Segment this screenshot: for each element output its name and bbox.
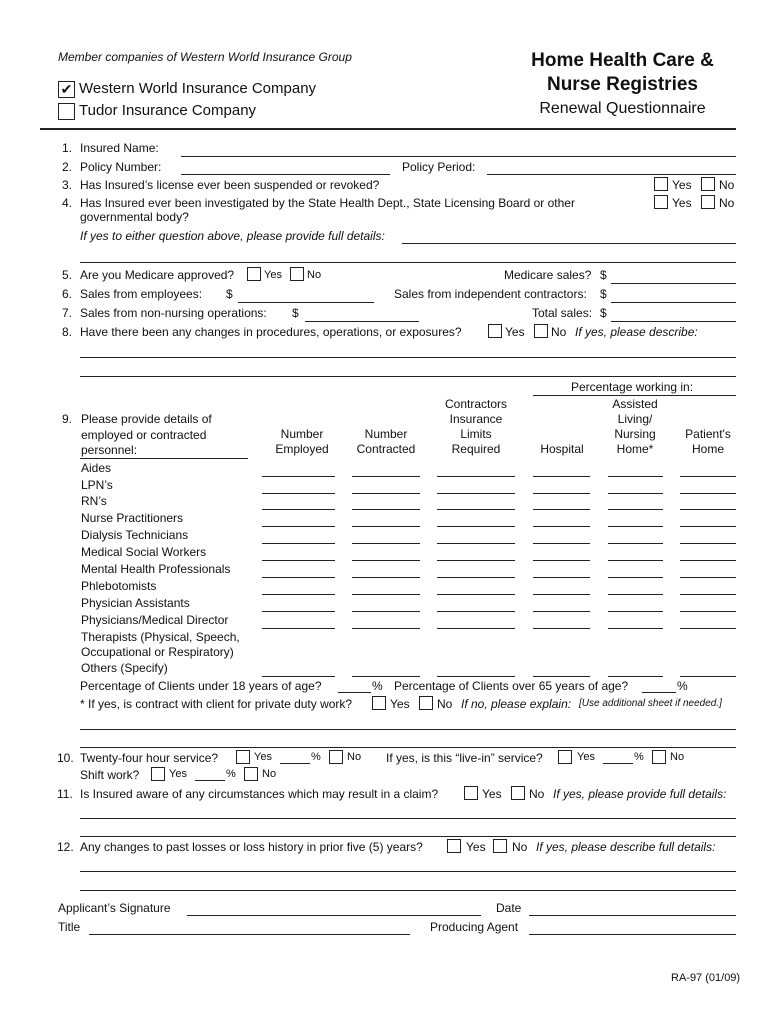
q9-label-2: employed or contracted [81, 428, 207, 442]
q7-number: 7. [62, 306, 73, 320]
q3-yes-label: Yes [672, 178, 692, 192]
personnel-assisted-living-field[interactable] [608, 577, 663, 578]
personnel-insurance-limits-field[interactable] [437, 476, 515, 477]
personnel-hospital-field[interactable] [533, 676, 590, 677]
personnel-assisted-living-field[interactable] [608, 509, 663, 510]
personnel-insurance-limits-field[interactable] [437, 560, 515, 561]
col-header-insurance-limits: Contractors Insurance Limits Required [444, 397, 508, 456]
q9-label-3: personnel: [81, 443, 138, 457]
personnel-row-label: Nurse Practitioners [81, 511, 184, 525]
personnel-contracted-field[interactable] [352, 509, 420, 510]
title-field[interactable] [89, 934, 410, 935]
producing-agent-label: Producing Agent [430, 920, 519, 934]
applicant-signature-field[interactable] [187, 915, 481, 916]
q34-details-field[interactable] [402, 243, 736, 244]
q12-details-field-1[interactable] [80, 871, 736, 872]
policy-period-label: Policy Period: [402, 160, 476, 174]
personnel-patients-home-field[interactable] [680, 577, 736, 578]
personnel-row-label: RN’s [81, 494, 107, 508]
personnel-hospital-field[interactable] [533, 560, 590, 561]
personnel-hospital-field[interactable] [533, 611, 590, 612]
q3-label: Has Insured’s license ever been suspended or revoked? [80, 178, 380, 192]
shift-work-yes-checkbox[interactable] [151, 767, 165, 781]
q8-label: Have there been any changes in procedures, operations, or exposures? [80, 325, 462, 339]
shift-work-percent-field[interactable] [195, 780, 225, 781]
q5-no-checkbox[interactable] [290, 267, 304, 281]
western-world-checkbox[interactable] [58, 81, 75, 98]
q9-label-underline [80, 458, 248, 459]
col-header-contracted: Number Contracted [356, 427, 416, 456]
clients-under-18-pct: % [372, 679, 383, 693]
personnel-assisted-living-field[interactable] [608, 628, 663, 629]
personnel-patients-home-field[interactable] [680, 560, 736, 561]
personnel-insurance-limits-field[interactable] [437, 543, 515, 544]
live-in-yes-label: Yes [577, 751, 595, 763]
independent-sales-label: Sales from independent contractors: [394, 287, 587, 301]
personnel-employed-field[interactable] [262, 509, 335, 510]
personnel-patients-home-field[interactable] [680, 493, 736, 494]
personnel-row-label: LPN’s [81, 478, 113, 492]
q11-yes-checkbox[interactable] [464, 786, 478, 800]
personnel-row-label: Occupational or Respiratory) [81, 645, 234, 659]
company1-label: Western World Insurance Company [79, 80, 317, 97]
q4-yes-checkbox[interactable] [654, 195, 668, 209]
q11-label: Is Insured aware of any circumstances which may result in a claim? [80, 787, 439, 801]
personnel-contracted-field[interactable] [352, 543, 420, 544]
private-duty-question: * If yes, is contract with client for private duty work? [80, 697, 353, 711]
personnel-employed-field[interactable] [262, 577, 335, 578]
personnel-hospital-field[interactable] [533, 594, 590, 595]
q10-no-checkbox[interactable] [329, 750, 343, 764]
q6-number: 6. [62, 287, 73, 301]
personnel-contracted-field[interactable] [352, 676, 420, 677]
personnel-hospital-field[interactable] [533, 493, 590, 494]
q4-label-line2: governmental body? [80, 210, 189, 224]
personnel-employed-field[interactable] [262, 560, 335, 561]
q3-yes-checkbox[interactable] [654, 177, 668, 191]
percentage-working-header: Percentage working in: [571, 380, 694, 394]
non-nursing-sales-field[interactable] [305, 321, 419, 322]
personnel-patients-home-field[interactable] [680, 594, 736, 595]
personnel-assisted-living-field[interactable] [608, 493, 663, 494]
q4-number: 4. [62, 196, 73, 210]
personnel-employed-field[interactable] [262, 611, 335, 612]
personnel-hospital-field[interactable] [533, 509, 590, 510]
q11-yes-label: Yes [482, 787, 502, 801]
live-in-no-checkbox[interactable] [652, 750, 666, 764]
personnel-insurance-limits-field[interactable] [437, 611, 515, 612]
q8-yes-label: Yes [505, 325, 525, 339]
personnel-contracted-field[interactable] [352, 476, 420, 477]
tudor-checkbox[interactable] [58, 103, 75, 120]
q7-dollar: $ [292, 306, 299, 320]
col-header-assisted-living: Assisted Living/ Nursing Home* [612, 397, 658, 456]
personnel-contracted-field[interactable] [352, 611, 420, 612]
producing-agent-field[interactable] [529, 934, 736, 935]
personnel-contracted-field[interactable] [352, 577, 420, 578]
q9-number: 9. [62, 412, 73, 426]
personnel-contracted-field[interactable] [352, 560, 420, 561]
date-field[interactable] [529, 915, 736, 916]
q1-label: Insured Name: [80, 141, 159, 155]
clients-over-65-pct: % [677, 679, 688, 693]
policy-period-field[interactable] [487, 174, 736, 175]
shift-work-no-checkbox[interactable] [244, 767, 258, 781]
personnel-insurance-limits-field[interactable] [437, 577, 515, 578]
col-header-hospital: Hospital [540, 442, 584, 456]
q8-no-label: No [551, 325, 567, 339]
personnel-contracted-field[interactable] [352, 628, 420, 629]
q11-details-field-2[interactable] [80, 836, 736, 837]
q5-number: 5. [62, 268, 73, 282]
personnel-employed-field[interactable] [262, 676, 335, 677]
q11-number: 11. [57, 787, 73, 801]
q9-label-1: Please provide details of [81, 412, 212, 426]
q10-label: Twenty-four hour service? [80, 751, 219, 765]
personnel-patients-home-field[interactable] [680, 611, 736, 612]
personnel-insurance-limits-field[interactable] [437, 628, 515, 629]
personnel-row-label: Aides [81, 461, 112, 475]
clients-under-18-field[interactable] [338, 692, 371, 693]
q11-no-checkbox[interactable] [511, 786, 525, 800]
q12-label: Any changes to past losses or loss history in prior five (5) years? [80, 840, 423, 854]
q3-no-checkbox[interactable] [701, 177, 715, 191]
applicant-signature-label: Applicant’s Signature [58, 901, 171, 915]
personnel-insurance-limits-field[interactable] [437, 594, 515, 595]
personnel-row-label: Phlebotomists [81, 579, 157, 593]
personnel-hospital-field[interactable] [533, 577, 590, 578]
personnel-row-label: Medical Social Workers [81, 545, 207, 559]
col-header-employed: Number Employed [275, 427, 329, 456]
q3-number: 3. [62, 178, 73, 192]
private-duty-details-field-2[interactable] [80, 747, 736, 748]
title-line-2: Nurse Registries [546, 74, 698, 95]
q34-details-prompt: If yes to either question above, please provide full details: [80, 229, 385, 243]
total-dollar: $ [600, 306, 607, 320]
personnel-hospital-field[interactable] [533, 628, 590, 629]
additional-sheet-note: [Use additional sheet if needed.] [579, 698, 722, 709]
shift-work-label: Shift work? [80, 768, 140, 782]
q12-no-label: No [512, 840, 528, 854]
q10-number: 10. [57, 751, 74, 765]
personnel-patients-home-field[interactable] [680, 509, 736, 510]
policy-number-field[interactable] [181, 174, 390, 175]
q8-yes-checkbox[interactable] [488, 324, 502, 338]
personnel-row-label: Physician Assistants [81, 596, 190, 610]
q8-no-checkbox[interactable] [534, 324, 548, 338]
q12-yes-label: Yes [466, 840, 486, 854]
clients-over-65-field[interactable] [642, 692, 676, 693]
personnel-employed-field[interactable] [262, 493, 335, 494]
clients-over-65-label: Percentage of Clients over 65 years of age? [394, 679, 629, 693]
personnel-contracted-field[interactable] [352, 493, 420, 494]
shift-work-pct: % [226, 768, 236, 780]
q2-label: Policy Number: [80, 160, 162, 174]
live-in-yes-checkbox[interactable] [558, 750, 572, 764]
q10-yes-label: Yes [254, 751, 272, 763]
q10-percent-field[interactable] [280, 763, 310, 764]
title-label: Title [58, 920, 81, 934]
personnel-contracted-field[interactable] [352, 526, 420, 527]
form-id: RA-97 (01/09) [671, 972, 741, 984]
private-duty-explain: If no, please explain: [461, 697, 572, 711]
q8-describe-prompt: If yes, please describe: [575, 325, 698, 339]
personnel-patients-home-field[interactable] [680, 628, 736, 629]
q5-label: Are you Medicare approved? [80, 268, 235, 282]
q11-no-label: No [529, 787, 545, 801]
live-in-pct: % [634, 751, 644, 763]
q4-no-label: No [719, 196, 735, 210]
private-duty-yes-checkbox[interactable] [372, 696, 386, 710]
personnel-row-label: Others (Specify) [81, 661, 168, 675]
col-header-patients-home: Patient's Home [685, 427, 731, 456]
personnel-assisted-living-field[interactable] [608, 526, 663, 527]
personnel-employed-field[interactable] [262, 476, 335, 477]
q6-dollar: $ [226, 287, 233, 301]
form-subtitle: Renewal Questionnaire [539, 100, 706, 117]
private-duty-details-field-1[interactable] [80, 729, 736, 730]
q10-yes-checkbox[interactable] [236, 750, 250, 764]
date-label: Date [496, 901, 522, 915]
insured-name-field[interactable] [181, 156, 736, 157]
personnel-row-label: Physicians/Medical Director [81, 613, 229, 627]
q11-details-field-1[interactable] [80, 818, 736, 819]
private-duty-no-checkbox[interactable] [419, 696, 433, 710]
check-mark-icon: ✔ [60, 81, 73, 97]
clients-under-18-label: Percentage of Clients under 18 years of age? [80, 679, 322, 693]
q5-no-label: No [307, 269, 322, 281]
personnel-employed-field[interactable] [262, 543, 335, 544]
live-in-no-label: No [670, 751, 685, 763]
q12-number: 12. [57, 840, 74, 854]
live-in-question: If yes, is this “live-in” service? [386, 751, 543, 765]
member-companies-line: Member companies of Western World Insurance Group [58, 50, 352, 64]
personnel-contracted-field[interactable] [352, 594, 420, 595]
q12-details-prompt: If yes, please describe full details: [536, 840, 716, 854]
personnel-patients-home-field[interactable] [680, 476, 736, 477]
q2-number: 2. [62, 160, 73, 174]
q34-details-field-2[interactable] [80, 262, 736, 263]
shift-work-no-label: No [262, 768, 277, 780]
q7-label: Sales from non-nursing operations: [80, 306, 267, 320]
q4-no-checkbox[interactable] [701, 195, 715, 209]
personnel-hospital-field[interactable] [533, 543, 590, 544]
personnel-assisted-living-field[interactable] [608, 560, 663, 561]
personnel-assisted-living-field[interactable] [608, 676, 663, 677]
personnel-patients-home-field[interactable] [680, 543, 736, 544]
q3-no-label: No [719, 178, 735, 192]
personnel-insurance-limits-field[interactable] [437, 676, 515, 677]
personnel-employed-field[interactable] [262, 526, 335, 527]
independent-dollar: $ [600, 287, 607, 301]
q8-details-field-1[interactable] [80, 357, 736, 358]
personnel-assisted-living-field[interactable] [608, 611, 663, 612]
q10-no-label: No [347, 751, 362, 763]
personnel-patients-home-field[interactable] [680, 676, 736, 677]
q11-details-prompt: If yes, please provide full details: [553, 787, 727, 801]
q12-details-field-2[interactable] [80, 890, 736, 891]
personnel-row-label: Dialysis Technicians [81, 528, 189, 542]
q6-label: Sales from employees: [80, 287, 203, 301]
private-duty-no-label: No [437, 697, 453, 711]
q10-pct: % [311, 751, 321, 763]
q12-yes-checkbox[interactable] [447, 839, 461, 853]
personnel-hospital-field[interactable] [533, 526, 590, 527]
q12-no-checkbox[interactable] [493, 839, 507, 853]
medicare-sales-field[interactable] [611, 283, 736, 284]
q1-number: 1. [62, 141, 73, 155]
company2-label: Tudor Insurance Company [79, 102, 257, 119]
personnel-hospital-field[interactable] [533, 476, 590, 477]
private-duty-yes-label: Yes [390, 697, 410, 711]
personnel-assisted-living-field[interactable] [608, 543, 663, 544]
personnel-row-label: Mental Health Professionals [81, 562, 231, 576]
title-line-1: Home Health Care & [531, 50, 714, 71]
q4-label: Has Insured ever been investigated by the State Health Dept., State Licensing Board or other [80, 196, 575, 210]
live-in-percent-field[interactable] [603, 763, 633, 764]
personnel-insurance-limits-field[interactable] [437, 493, 515, 494]
percentage-header-underline [533, 395, 736, 396]
shift-work-yes-label: Yes [169, 768, 187, 780]
q8-number: 8. [62, 325, 73, 339]
q4-yes-label: Yes [672, 196, 692, 210]
independent-sales-field[interactable] [611, 302, 736, 303]
personnel-assisted-living-field[interactable] [608, 594, 663, 595]
q8-details-field-2[interactable] [80, 376, 736, 377]
personnel-insurance-limits-field[interactable] [437, 526, 515, 527]
medicare-dollar: $ [600, 268, 607, 282]
personnel-employed-field[interactable] [262, 628, 335, 629]
personnel-patients-home-field[interactable] [680, 526, 736, 527]
personnel-employed-field[interactable] [262, 594, 335, 595]
personnel-insurance-limits-field[interactable] [437, 509, 515, 510]
personnel-row-label: Therapists (Physical, Speech, [81, 630, 240, 644]
total-sales-field[interactable] [611, 321, 736, 322]
medicare-sales-label: Medicare sales? [504, 268, 592, 282]
header-divider [40, 128, 736, 130]
personnel-assisted-living-field[interactable] [608, 476, 663, 477]
total-sales-label: Total sales: [532, 306, 593, 320]
employee-sales-field[interactable] [238, 302, 374, 303]
q5-yes-label: Yes [264, 269, 282, 281]
q5-yes-checkbox[interactable] [247, 267, 261, 281]
